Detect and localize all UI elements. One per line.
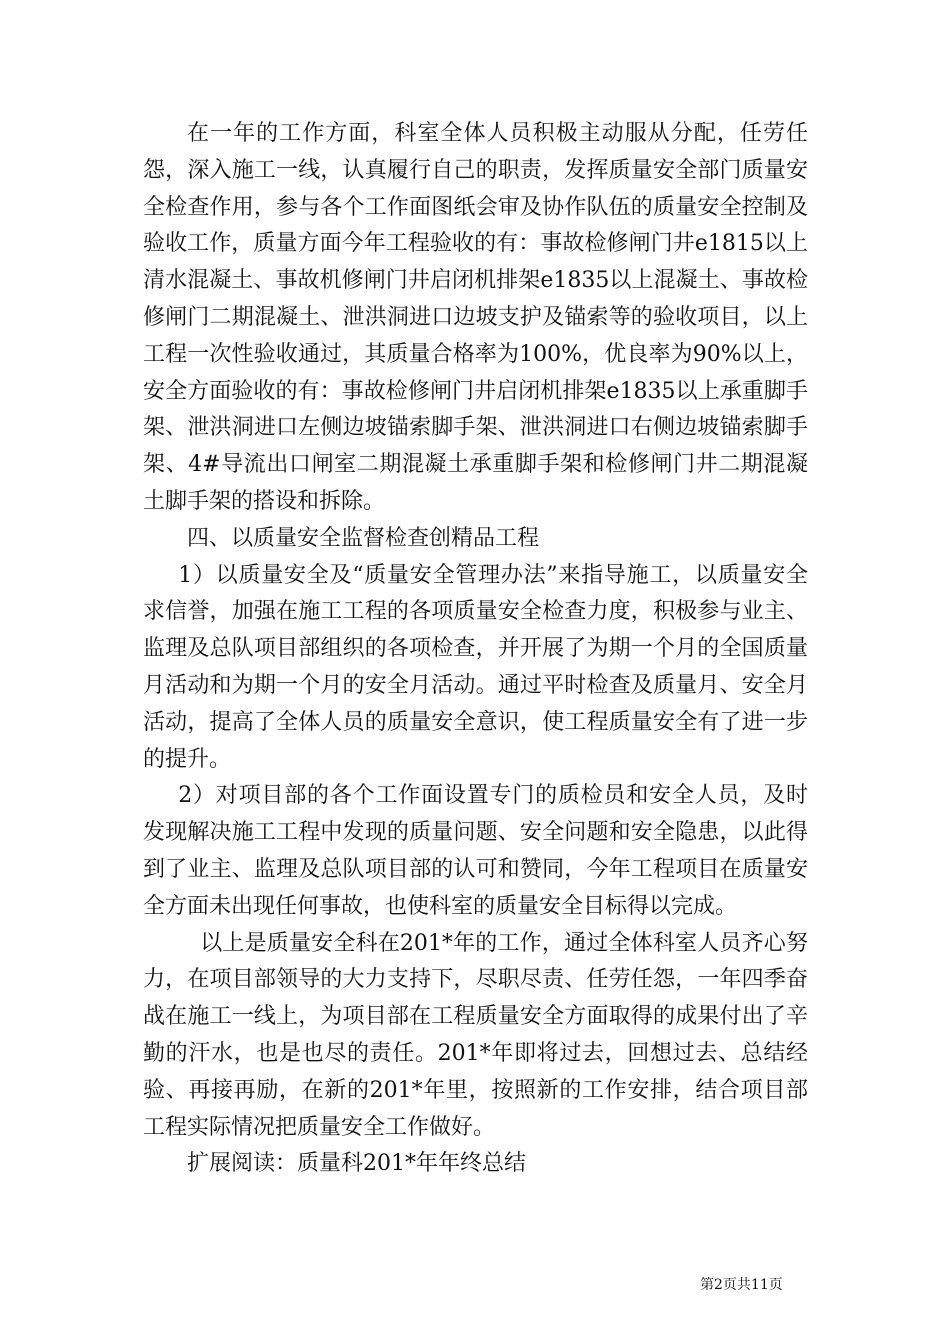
paragraph-item-2: 2）对项目部的各个工作面设置专门的质检员和安全人员，及时发现解决施工工程中发现的质量问题、安全问题和安全隐患，以此得到了业主、监理及总队项目部的认可和赞同，今年工程项目在质量安全方面未出现任何事故，也使科室的质量安全目标得以完成。 <box>143 783 808 919</box>
paragraph-item-1: 1）以质量安全及“质量安全管理办法”来指导施工，以质量安全求信誉，加强在施工工程的各项质量安全检查力度，积极参与业主、监理及总队项目部组织的各项检查，并开展了为期一个月的全国质量月活动和为期一个月的安全月活动。通过平时检查及质量月、安全月活动，提高了全体人员的质量安全意识，使工程质量安全有了进一步的提升。 <box>143 562 808 772</box>
section-heading-quality-supervision: 四、以质量安全监督检查创精品工程 <box>187 525 540 551</box>
page-number-footer: 第2页共11页 <box>700 1277 783 1293</box>
paragraph-conclusion: 以上是质量安全科在201*年的工作，通过全体科室人员齐心努力，在项目部领导的大力支持下，尽职尽责、任劳任怨，一年四季奋战在施工一线上，为项目部在工程质量安全方面取得的成果付出了辛勤的汗水，也是也尽的责任。201*年即将过去，回想过去、总结经验、再接再励，在新的201*年里，按照新的工作安排，结合项目部工程实际情况把质量安全工作做好。 <box>143 930 808 1140</box>
document-body <box>143 116 808 1183</box>
extended-reading-title: 扩展阅读：质量科201*年年终总结 <box>187 1151 526 1177</box>
paragraph-work-summary: 在一年的工作方面，科室全体人员积极主动服从分配，任劳任怨，深入施工一线，认真履行自己的职责，发挥质量安全部门质量安全检查作用，参与各个工作面图纸会审及协作队伍的质量安全控制及验收工作，质量方面今年工程验收的有：事故检修闸门井e1815以上清水混凝土、事故机修闸门井启闭机排架e1835以上混凝土、事故检修闸门二期混凝土、泄洪洞进口边坡支护及锚索等的验收项目，以上工程一次性验收通过，其质量合格率为100%，优良率为90%以上，安全方面验收的有：事故检修闸门井启闭机排架e1835以上承重脚手架、泄洪洞进口左侧边坡锚索脚手架、泄洪洞进口右侧边坡锚索脚手架、4#导流出口闸室二期混凝土承重脚手架和检修闸门井二期混凝土脚手架的搭设和拆除。 <box>143 121 808 514</box>
